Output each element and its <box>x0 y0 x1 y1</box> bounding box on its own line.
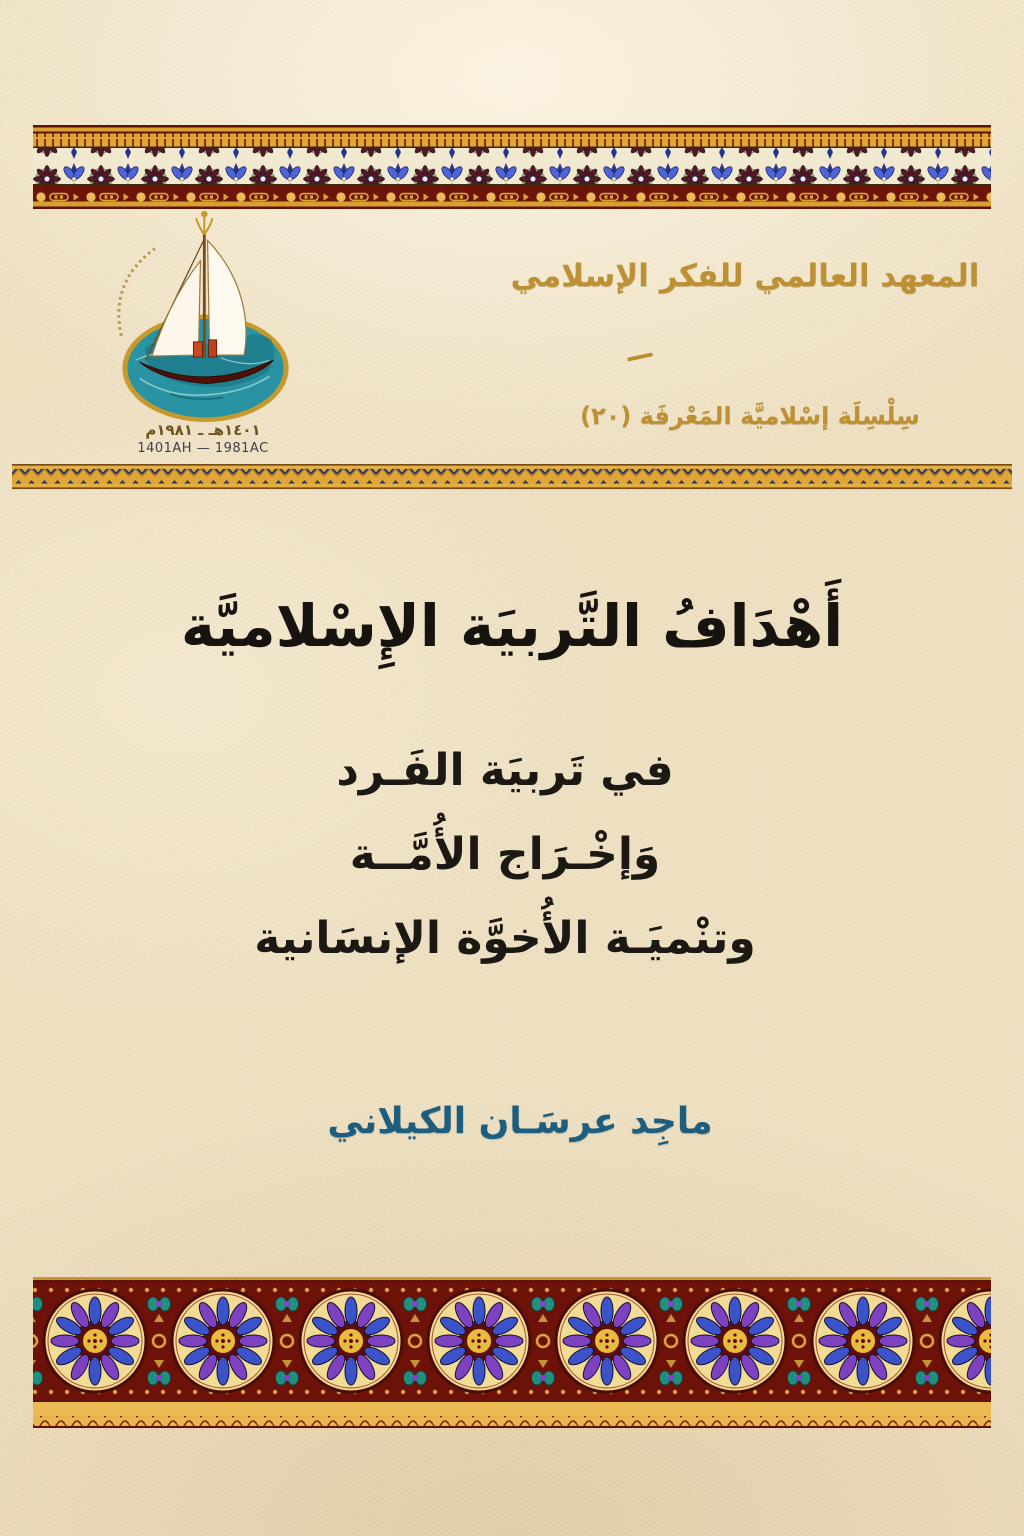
subtitle-line-1: في تَربيَة الفَـرد <box>336 745 674 796</box>
emblem-ring-script <box>119 249 155 336</box>
emblem-date-hijri: ١٤٠١هـ ـ ١٩٨١م <box>145 421 261 439</box>
gold-divider-band <box>12 463 1012 491</box>
mast-finial <box>196 212 212 235</box>
book-title: أَهْدَافُ التَّربيَة الإِسْلاميَّة <box>180 592 844 660</box>
subtitle-line-2: وَإخْـرَاج الأُمَّــة <box>349 829 661 880</box>
top-ornamental-border <box>33 125 991 209</box>
series-label: سِلْسِلَة إسْلاميَّة المَعْرفَة (٢٠) <box>580 402 920 430</box>
subtitle-line-3: وتنْميَـة الأُخوَّة الإنسَانية <box>254 913 756 964</box>
publisher-emblem <box>98 206 308 424</box>
emblem-date-gregorian: 1401AH — 1981AC <box>137 441 269 456</box>
calligraphy-flourish-dash <box>627 352 653 361</box>
author-name: ماجِد عرسَـان الكيلاني <box>327 1101 713 1142</box>
publisher-name-calligraphy: المعهد العالمي للفكر الإسلامي <box>510 258 980 294</box>
bottom-rosette-border <box>33 1277 991 1428</box>
